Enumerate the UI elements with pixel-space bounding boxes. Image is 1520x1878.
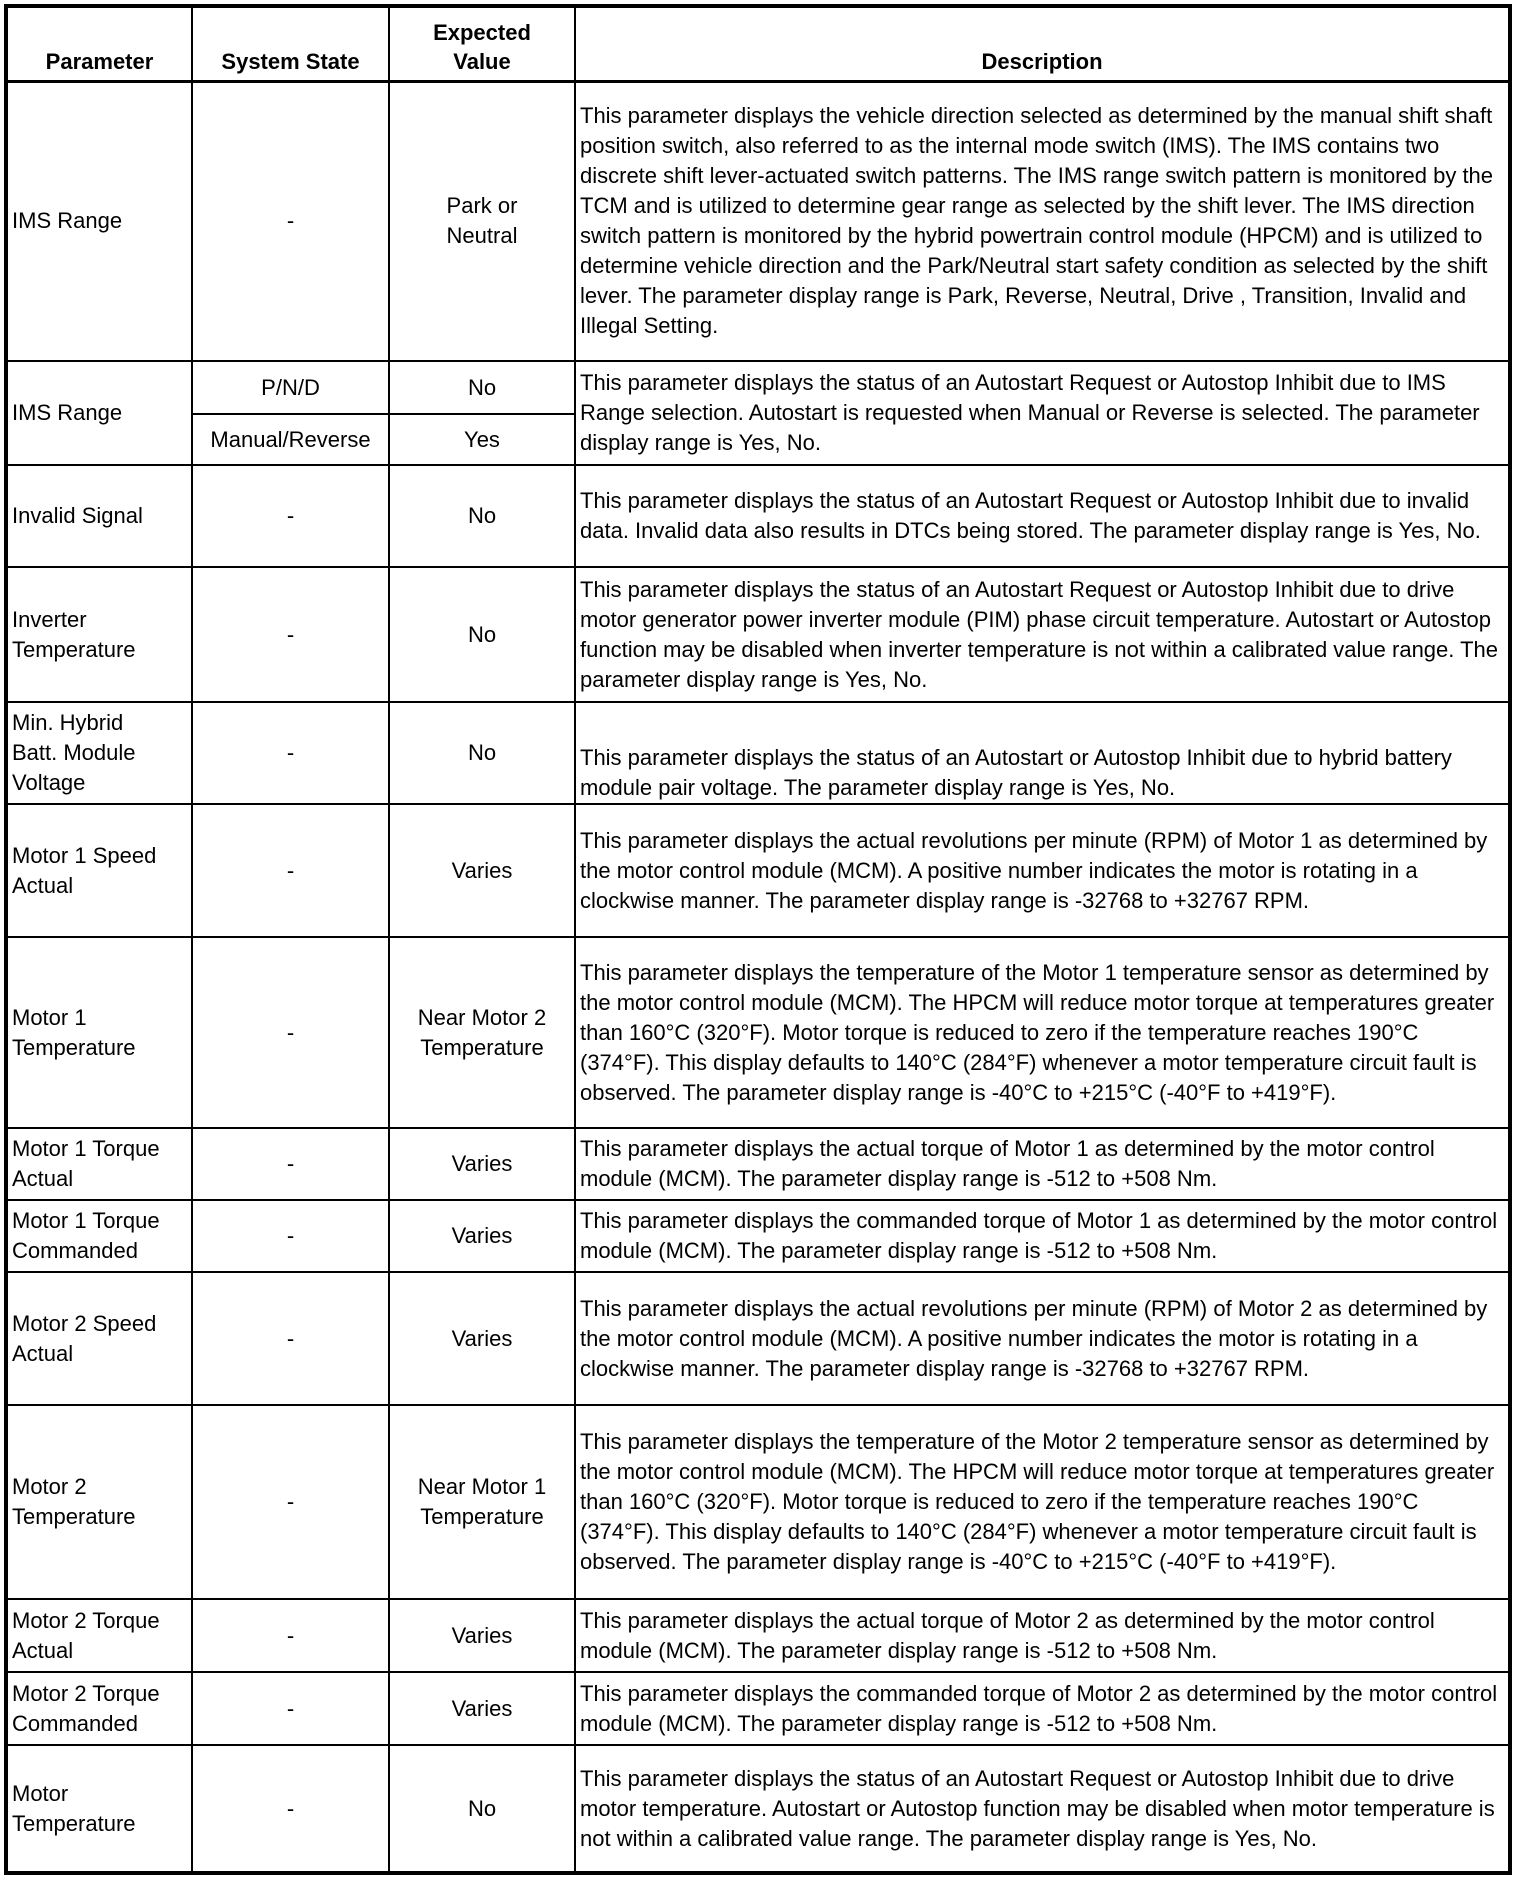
cell-system-state: - [192, 1200, 389, 1272]
cell-expected-value: Varies [389, 1599, 575, 1672]
cell-description: This parameter displays the actual torque of Motor 2 as determined by the motor control module (MCM). The parameter display range is -512 to +508 Nm. [575, 1599, 1510, 1672]
cell-expected-value: No [389, 702, 575, 804]
cell-system-state: - [192, 1599, 389, 1672]
cell-system-state: - [192, 1672, 389, 1745]
cell-system-state: - [192, 702, 389, 804]
table-row [6, 1272, 1510, 1405]
header-description: Description [575, 6, 1510, 81]
table-row [6, 1128, 1510, 1200]
cell-description: This parameter displays the commanded torque of Motor 2 as determined by the motor control module (MCM). The parameter display range is -512 to +508 Nm. [575, 1672, 1510, 1745]
cell-description: This parameter displays the status of an Autostart Request or Autostop Inhibit due to drive motor generator power inverter module (PIM) phase circuit temperature. Autostart or Autostop function may be disabled when inverter temperature is not within a calibrated value range. The parameter display range is Yes, No. [575, 567, 1510, 702]
cell-parameter: Inverter Temperature [6, 567, 192, 702]
cell-system-state: Manual/Reverse [192, 414, 389, 465]
cell-expected-value: Varies [389, 1672, 575, 1745]
cell-expected-value: Yes [389, 414, 575, 465]
cell-description: This parameter displays the status of an Autostart Request or Autostop Inhibit due to IMS Range selection. Autostart is requested when Manual or Reverse is selected. The parameter display range is Yes, No. [575, 361, 1510, 465]
cell-expected-value: Near Motor 2 Temperature [389, 937, 575, 1128]
cell-parameter: Motor 1 Temperature [6, 937, 192, 1128]
cell-description: This parameter displays the actual revolutions per minute (RPM) of Motor 1 as determined by the motor control module (MCM). A positive number indicates the motor is rotating in a clockwise manner. The parameter display range is -32768 to +32767 RPM. [575, 804, 1510, 937]
cell-system-state: - [192, 804, 389, 937]
cell-description: This parameter displays the temperature of the Motor 1 temperature sensor as determined by the motor control module (MCM). The HPCM will reduce motor torque at temperatures greater than 160°C (320°F). Motor torque is reduced to zero if the temperature reaches 190°C (374°F). This display defaults to 140°C (284°F) whenever a motor temperature circuit fault is observed. The parameter display range is -40°C to +215°C (-40°F to +419°F). [575, 937, 1510, 1128]
cell-parameter: Motor 1 Torque Commanded [6, 1200, 192, 1272]
header-system-state: System State [192, 6, 389, 81]
cell-system-state: - [192, 81, 389, 361]
cell-expected-value: Near Motor 1 Temperature [389, 1405, 575, 1599]
cell-description: This parameter displays the actual torque of Motor 1 as determined by the motor control module (MCM). The parameter display range is -512 to +508 Nm. [575, 1128, 1510, 1200]
table-row [6, 1599, 1510, 1672]
cell-description: This parameter displays the status of an Autostart or Autostop Inhibit due to hybrid battery module pair voltage. The parameter display range is Yes, No. [575, 702, 1510, 804]
table-row [6, 567, 1510, 702]
cell-parameter: IMS Range [6, 361, 192, 465]
table-row [6, 1200, 1510, 1272]
cell-expected-value: No [389, 567, 575, 702]
cell-parameter: Motor 1 Torque Actual [6, 1128, 192, 1200]
cell-parameter: Invalid Signal [6, 465, 192, 567]
cell-parameter: IMS Range [6, 81, 192, 361]
cell-system-state: - [192, 465, 389, 567]
cell-system-state: - [192, 1745, 389, 1873]
table-row [6, 1745, 1510, 1873]
table-row [6, 1672, 1510, 1745]
table-row [6, 81, 1510, 361]
header-expected-value: Expected Value [389, 6, 575, 81]
cell-description: This parameter displays the temperature of the Motor 2 temperature sensor as determined by the motor control module (MCM). The HPCM will reduce motor torque at temperatures greater than 160°C (320°F). Motor torque is reduced to zero if the temperature reaches 190°C (374°F). This display defaults to 140°C (284°F) whenever a motor temperature circuit fault is observed. The parameter display range is -40°C to +215°C (-40°F to +419°F). [575, 1405, 1510, 1599]
cell-expected-value: No [389, 1745, 575, 1873]
cell-description: This parameter displays the vehicle direction selected as determined by the manual shift shaft position switch, also referred to as the internal mode switch (IMS). The IMS contains two discrete shift lever-actuated switch patterns. The IMS range switch pattern is monitored by the TCM and is utilized to determine gear range as selected by the shift lever. The IMS direction switch pattern is monitored by the hybrid powertrain control module (HPCM) and is utilized to determine vehicle direction and the Park/Neutral start safety condition as selected by the shift lever. The parameter display range is Park, Reverse, Neutral, Drive , Transition, Invalid and Illegal Setting. [575, 81, 1510, 361]
table-row [6, 1405, 1510, 1599]
cell-expected-value: No [389, 465, 575, 567]
cell-description: This parameter displays the status of an Autostart Request or Autostop Inhibit due to invalid data. Invalid data also results in DTCs being stored. The parameter display range is Yes, No. [575, 465, 1510, 567]
cell-expected-value: Varies [389, 1200, 575, 1272]
cell-expected-value: Varies [389, 804, 575, 937]
cell-system-state: - [192, 937, 389, 1128]
cell-expected-value: Varies [389, 1128, 575, 1200]
cell-expected-value: Park or Neutral [389, 81, 575, 361]
header-parameter: Parameter [6, 6, 192, 81]
table-row [6, 804, 1510, 937]
cell-parameter: Motor 2 Torque Actual [6, 1599, 192, 1672]
cell-expected-value: Varies [389, 1272, 575, 1405]
cell-system-state: - [192, 1405, 389, 1599]
cell-parameter: Motor 2 Speed Actual [6, 1272, 192, 1405]
cell-system-state: - [192, 1128, 389, 1200]
table-row [6, 361, 1510, 414]
table-row [6, 702, 1510, 804]
cell-parameter: Motor 2 Torque Commanded [6, 1672, 192, 1745]
cell-system-state: - [192, 1272, 389, 1405]
parameter-table [4, 4, 1512, 1875]
table-row [6, 465, 1510, 567]
cell-parameter: Motor Temperature [6, 1745, 192, 1873]
header-row [6, 6, 1510, 81]
cell-description: This parameter displays the status of an Autostart Request or Autostop Inhibit due to drive motor temperature. Autostart or Autostop function may be disabled when motor temperature is not within a calibrated value range. The parameter display range is Yes, No. [575, 1745, 1510, 1873]
cell-parameter: Min. Hybrid Batt. Module Voltage [6, 702, 192, 804]
cell-parameter: Motor 1 Speed Actual [6, 804, 192, 937]
cell-expected-value: No [389, 361, 575, 414]
cell-description: This parameter displays the actual revolutions per minute (RPM) of Motor 2 as determined by the motor control module (MCM). A positive number indicates the motor is rotating in a clockwise manner. The parameter display range is -32768 to +32767 RPM. [575, 1272, 1510, 1405]
table-row [6, 937, 1510, 1128]
cell-system-state: - [192, 567, 389, 702]
cell-system-state: P/N/D [192, 361, 389, 414]
cell-parameter: Motor 2 Temperature [6, 1405, 192, 1599]
cell-description: This parameter displays the commanded torque of Motor 1 as determined by the motor control module (MCM). The parameter display range is -512 to +508 Nm. [575, 1200, 1510, 1272]
